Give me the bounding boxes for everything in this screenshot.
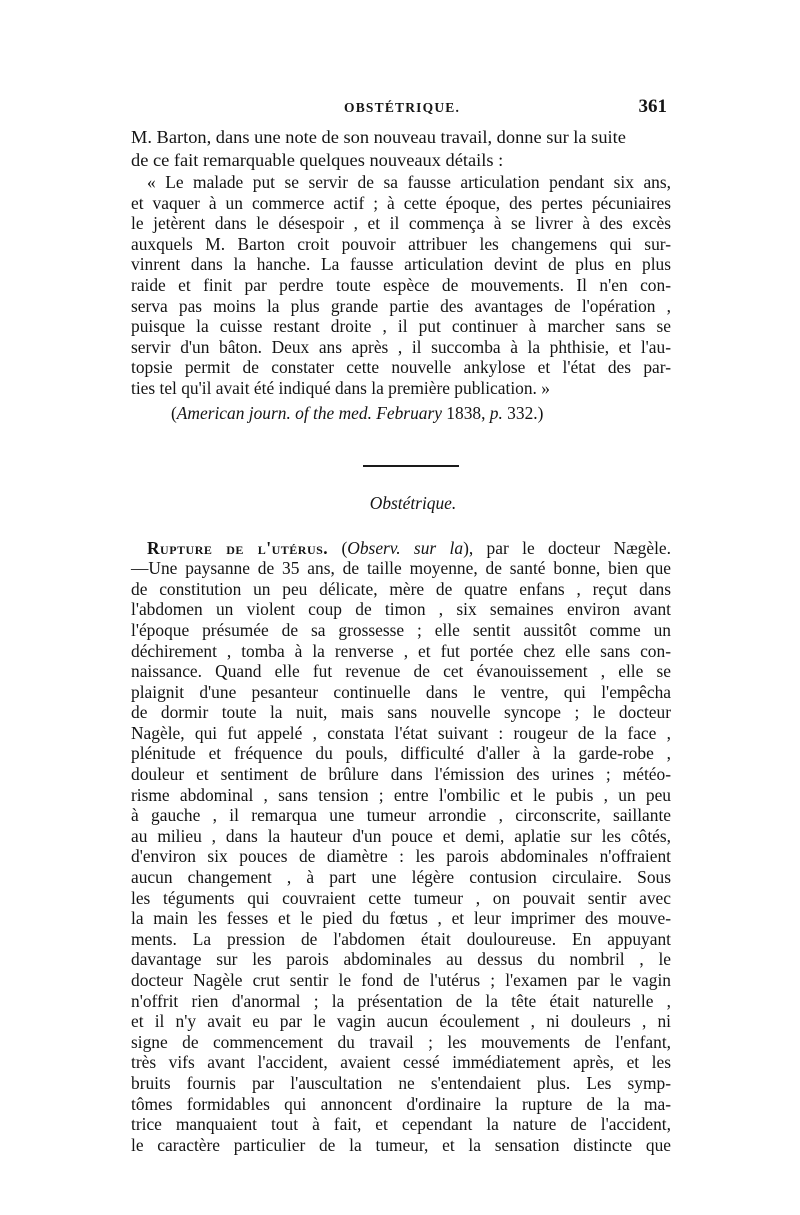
text-line: Nagèle, qui fut appelé , constata l'état suivant : rougeur de la face , (131, 722, 671, 743)
running-title: OBSTÉTRIQUE. (344, 100, 461, 115)
text-line: aucun changement , à part une légère contusion circulaire. Sous (131, 867, 671, 888)
text-line: serva pas moins la plus grande partie des avantages de l'opération , (131, 295, 671, 316)
text-line: plénitude et fréquence du pouls, difficulté d'aller à la garde-robe , (131, 743, 671, 764)
text-line: déchirement , tomba à la renverse , et fut portée chez elle sans con- (131, 640, 671, 661)
text-line: de dormir toute la nuit, mais sans nouvelle syncope ; le docteur (131, 702, 671, 723)
text-line: le caractère particulier de la tumeur, et la sensation distincte que (131, 1134, 671, 1155)
text-line: « Le malade put se servir de sa fausse articulation pendant six ans, (147, 172, 671, 192)
running-header (131, 92, 671, 126)
article-head: Rupture de l'utérus. (147, 537, 329, 558)
citation-open: ( (171, 402, 177, 423)
text-line: et il n'y avait eu par le vagin aucun écoulement , ni douleurs , ni (131, 1011, 671, 1032)
page-number: 361 (638, 96, 667, 117)
quotation-paragraph (131, 172, 671, 399)
section-divider (363, 465, 459, 467)
text-line: le jetèrent dans le désespoir , et il commença à se livrer à des excès (131, 213, 671, 234)
text-line: ties tel qu'il avait été indiqué dans la première publication. » (131, 377, 550, 398)
text-line: naissance. Quand elle fut revenue de cet évanouissement , elle se (131, 661, 671, 682)
text-line: l'époque présumée de sa grossesse ; elle sentit aussitôt comme un (131, 619, 671, 640)
text-line: raide et finit par perdre toute espèce de mouvements. Il n'en con- (131, 274, 671, 295)
text-line: la main les fesses et le pied du fœtus , et leur imprimer des mouve- (131, 908, 671, 929)
article-first-line (131, 538, 671, 559)
text-line: douleur et sentiment de brûlure dans l'émission des urines ; météo- (131, 764, 671, 785)
text-line: auxquels M. Barton croit pouvoir attribuer les changemens qui sur- (131, 233, 671, 254)
text-line: risme abdominal , sans tension ; entre l'ombilic et le pubis , un peu (131, 784, 671, 805)
text-line: à gauche , il remarqua une tumeur arrondie , circonscrite, saillante (131, 805, 671, 826)
text-line: très vifs avant l'accident, avaient cessé immédiatement après, et les (131, 1052, 671, 1073)
text-line: plaignit d'une pesanteur continuelle dans le ventre, qui l'empêcha (131, 681, 671, 702)
book-page (131, 92, 671, 1155)
text-line: de ce fait remarquable quelques nouveaux détails : (131, 150, 504, 170)
text-line: docteur Nagèle crut sentir le fond de l'utérus ; l'examen par le vagin (131, 970, 671, 990)
text-line: d'environ six pouces de diamètre : les parois abdominales n'offraient (131, 846, 671, 867)
citation-page-abbr: p. (489, 402, 503, 423)
text-line: tômes formidables qui annoncent d'ordinaire la rupture de la ma- (131, 1093, 671, 1114)
intro-paragraph (131, 126, 671, 172)
text-line: n'offrit rien d'anormal ; la présentation de la tête était naturelle , (131, 990, 671, 1011)
article-observ: Observ. sur la (347, 537, 464, 558)
text-line: et vaquer à un commerce actif ; à cette époque, des pertes pécuniaires (131, 192, 671, 213)
section-heading: Obstétrique. (369, 492, 457, 513)
text-line: davantage sur les parois abdominales au dessus du nombril , le (131, 949, 671, 970)
text-line: puisque la cuisse restant droite , il put continuer à marcher sans se (131, 316, 671, 337)
article-observ-close: ), par le docteur Nægèle. (463, 537, 671, 558)
text-line: trice manquaient tout à fait, et cependant la nature de l'accident, (131, 1114, 671, 1135)
text-line: M. Barton, dans une note de son nouveau travail, donne sur la suite (131, 127, 626, 147)
citation-source: American journ. of the med. February (176, 402, 442, 423)
text-line: ments. La pression de l'abdomen était douloureuse. En appuyant (131, 928, 671, 949)
text-line: l'abdomen un violent coup de timon , six semaines environ avant (131, 599, 671, 620)
text-line: bruits fournis par l'auscultation ne s'entendaient plus. Les symp- (131, 1072, 671, 1093)
text-line: topsie permit de constater cette nouvelle ankylose et l'état des par- (131, 357, 671, 378)
text-line: au milieu , dans la hauteur d'un pouce et demi, aplatie sur les côtés, (131, 825, 671, 846)
text-line: vinrent dans la hanche. La fausse articulation devint de plus en plus (131, 254, 671, 275)
citation-page: 332.) (502, 402, 544, 423)
text-line: de constitution un peu délicate, mère de quatre enfans , reçut dans (131, 578, 671, 599)
citation (131, 401, 671, 425)
text-line: signe de commencement du travail ; les mouvements de l'enfant, (131, 1031, 671, 1052)
article-observ-open: ( (328, 537, 348, 558)
text-line: les téguments qui couvraient cette tumeur , on pouvait sentir avec (131, 887, 671, 908)
article-paragraph (131, 538, 671, 1156)
text-line: —Une paysanne de 35 ans, de taille moyenne, de santé bonne, bien que (131, 558, 671, 579)
citation-year: 1838, (441, 402, 490, 423)
text-line: servir d'un bâton. Deux ans après , il succomba à la phthisie, et l'au- (131, 336, 671, 357)
